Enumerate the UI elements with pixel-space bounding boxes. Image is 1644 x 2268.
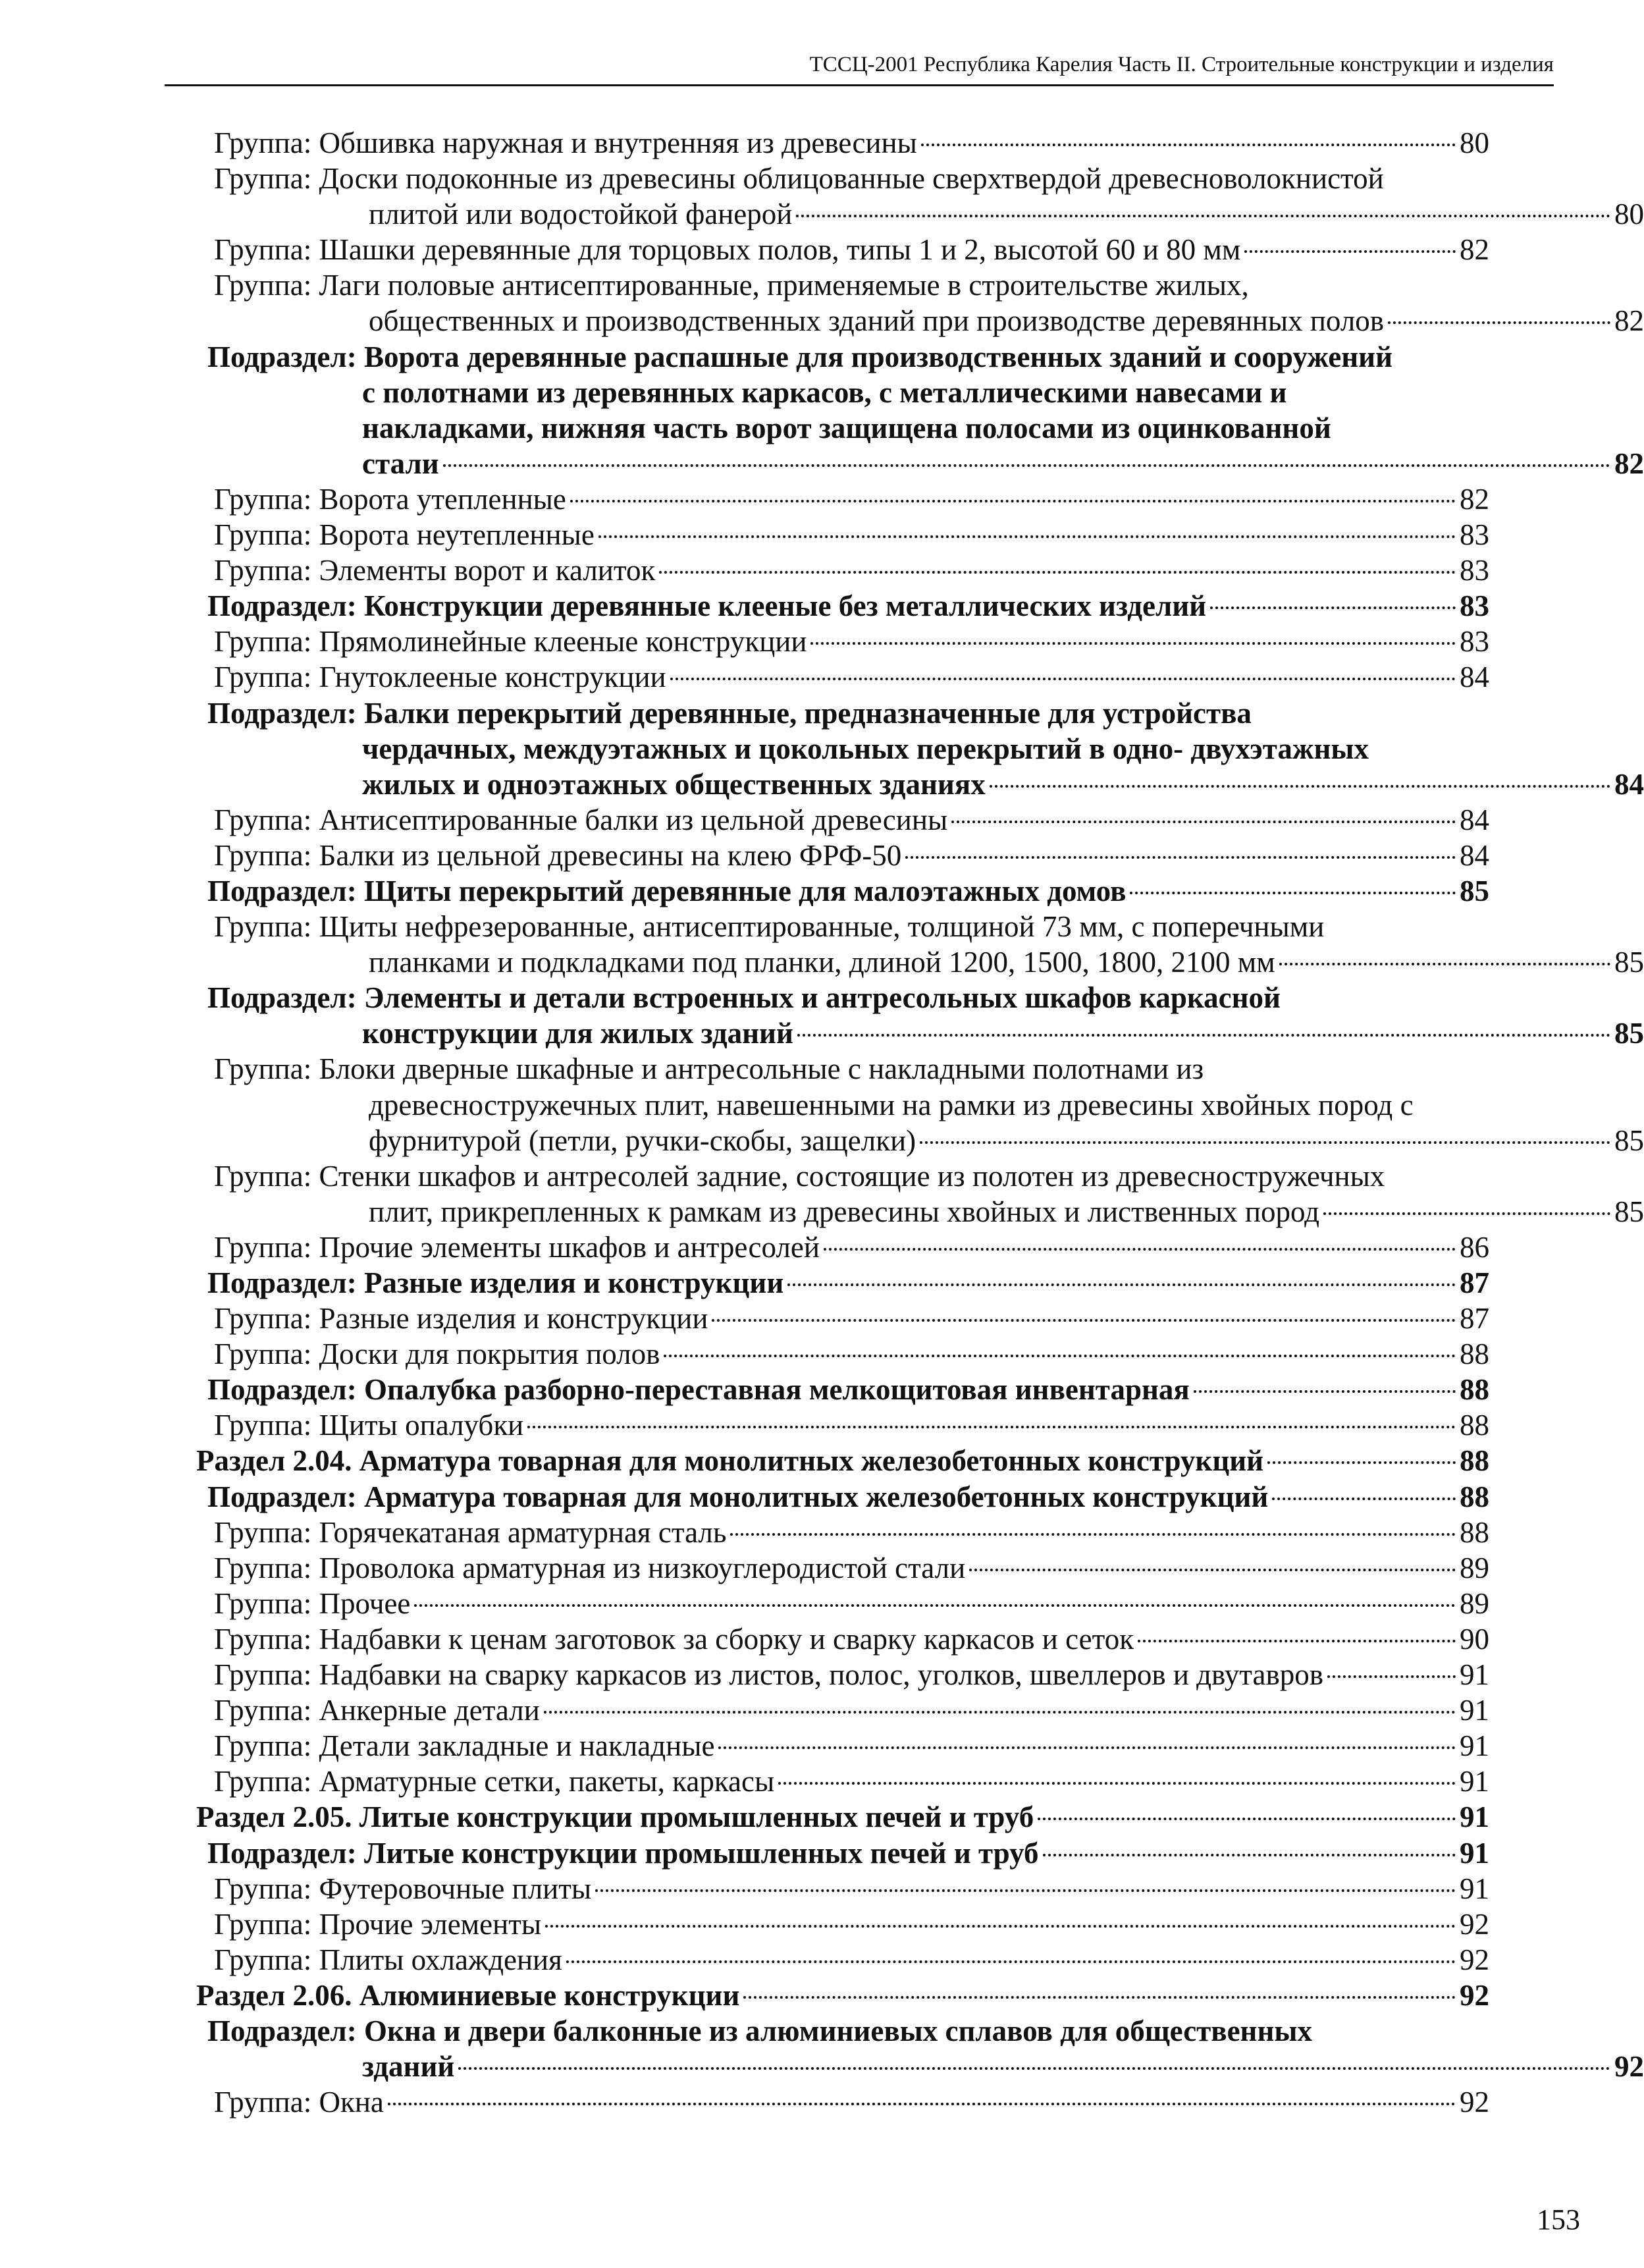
toc-entry-title: конструкции для жилых зданий (362, 1017, 793, 1050)
toc-group-entry (214, 1051, 1644, 1158)
toc-entry-title: Доски для покрытия полов (319, 1337, 660, 1371)
dot-leader (566, 1960, 1456, 1963)
dot-leader (595, 1889, 1456, 1892)
toc-entry-title: Окна и двери балконные из алюминиевых сплавов для общественных (364, 2014, 1313, 2047)
toc-group-entry (214, 1906, 1599, 1942)
dot-leader (570, 500, 1456, 502)
toc-entry-label: Группа: (214, 803, 319, 836)
toc-entry-label: Подраздел: (207, 981, 364, 1015)
toc-entry-label: Группа: (214, 1515, 319, 1549)
dot-leader (743, 1996, 1456, 1999)
toc-group-entry (214, 1515, 1599, 1550)
toc-entry-page: 91 (1460, 1765, 1489, 1798)
toc-section-entry (207, 980, 1644, 1051)
toc-entry-label: Группа: (214, 1658, 319, 1692)
page-number: 153 (1537, 2203, 1580, 2236)
toc-entry-title: Ворота неутепленные (319, 518, 595, 552)
toc-entry-title: Антисептированные балки из цельной древесины (319, 803, 948, 836)
toc-entry-title: Литые конструкции промышленных печей и труб (359, 1800, 1034, 1834)
toc-entry-title: Обшивка наружная и внутренняя из древесины (319, 126, 917, 159)
dot-leader (1388, 321, 1610, 324)
toc-entry-title: Ворота деревянные распашные для производственных зданий и сооружений (364, 340, 1393, 373)
toc-entry-page: 84 (1460, 803, 1489, 836)
toc-group-entry (214, 659, 1599, 695)
toc-entry-page: 83 (1460, 518, 1489, 552)
toc-entry-title: Балки из цельной древесины на клею ФРФ-50 (319, 838, 902, 872)
toc-entry-label: Группа: (214, 482, 319, 516)
toc-section-entry (207, 588, 1599, 624)
dot-leader (443, 464, 1610, 467)
toc-group-entry (214, 1336, 1599, 1372)
toc-entry-title: Арматурные сетки, пакеты, каркасы (319, 1765, 775, 1798)
toc-entry-label: Группа: (214, 1586, 319, 1620)
toc-group-entry (214, 517, 1599, 553)
dot-leader (414, 1604, 1456, 1607)
toc-entry-label: Группа: (214, 838, 319, 872)
toc-entry-title: Блоки дверные шкафные и антресольные с накладными полотнами из (319, 1052, 1204, 1086)
toc-entry-label: Группа: (214, 1694, 319, 1727)
toc-entry-label: Раздел 2.06. (196, 1978, 359, 2012)
toc-entry-label: Группа: (214, 1302, 319, 1336)
toc-group-entry (214, 267, 1644, 338)
toc-section-entry (196, 1978, 1599, 2013)
toc-section-entry (207, 339, 1644, 481)
toc-entry-page: 84 (1614, 767, 1644, 801)
toc-entry-page: 82 (1460, 233, 1489, 267)
toc-entry-page: 80 (1460, 126, 1489, 159)
toc-entry-title: Шашки деревянные для торцовых полов, типы 1 и 2, высотой 60 и 80 мм (319, 233, 1241, 267)
toc-entry-label: Группа: (214, 910, 319, 944)
toc-entry-page: 90 (1460, 1622, 1489, 1656)
toc-group-entry (214, 802, 1599, 838)
toc-entry-page: 91 (1460, 1694, 1489, 1727)
table-of-contents (0, 125, 1644, 2120)
toc-entry-title: Прочие элементы шкафов и антресолей (319, 1230, 820, 1264)
dot-leader (1267, 1461, 1456, 1464)
dot-leader (778, 1782, 1456, 1785)
toc-entry-title: Надбавки на сварку каркасов из листов, полос, уголков, швеллеров и двутавров (319, 1658, 1323, 1692)
toc-group-entry (214, 909, 1644, 980)
toc-entry-label: Группа: (214, 1409, 319, 1442)
toc-group-entry (214, 1871, 1599, 1906)
toc-entry-title: Арматура товарная для монолитных железобетонных конструкций (364, 1480, 1269, 1513)
toc-entry-label: Раздел 2.05. (196, 1800, 359, 1834)
toc-entry-label: Группа: (214, 269, 319, 302)
toc-group-entry (214, 1692, 1599, 1728)
dot-leader (1323, 1212, 1610, 1215)
toc-entry-title: зданий (362, 2050, 455, 2084)
dot-leader (920, 1141, 1610, 1144)
toc-entry-label: Подраздел: (207, 2014, 364, 2047)
toc-group-entry (214, 1657, 1599, 1692)
toc-entry-label: Группа: (214, 1872, 319, 1905)
dot-leader (598, 535, 1456, 538)
toc-entry-page: 88 (1460, 1515, 1489, 1549)
toc-entry-title: Детали закладные и накладные (319, 1729, 715, 1763)
toc-entry-page: 92 (1460, 1907, 1489, 1941)
toc-entry-title: стали (362, 446, 439, 480)
toc-entry-title: чердачных, междуэтажных и цокольных перекрытий в одно- двухэтажных (362, 732, 1369, 765)
toc-entry-page: 82 (1460, 482, 1489, 516)
toc-entry-label: Группа: (214, 554, 319, 587)
toc-entry-title: Прямолинейные клееные конструкции (319, 625, 807, 659)
toc-group-entry (214, 481, 1599, 517)
toc-entry-label: Подраздел: (207, 589, 364, 623)
toc-entry-page: 83 (1460, 625, 1489, 659)
toc-section-entry (207, 1479, 1599, 1515)
toc-group-entry (214, 1229, 1599, 1265)
toc-group-entry (214, 1764, 1599, 1799)
dot-leader (1043, 1854, 1456, 1856)
toc-entry-page: 88 (1460, 1444, 1489, 1478)
toc-section-entry (207, 695, 1644, 802)
toc-group-entry (214, 125, 1599, 161)
toc-entry-page: 92 (1460, 2086, 1489, 2119)
toc-entry-label: Группа: (214, 1551, 319, 1584)
toc-entry-label: Группа: (214, 126, 319, 159)
toc-group-entry (214, 1728, 1599, 1764)
toc-entry-page: 85 (1460, 874, 1489, 907)
toc-entry-page: 89 (1460, 1551, 1489, 1584)
toc-group-entry (214, 232, 1599, 267)
toc-entry-title: Конструкции деревянные клееные без металлических изделий (364, 589, 1207, 623)
toc-entry-label: Группа: (214, 2086, 319, 2119)
toc-entry-label: Подраздел: (207, 1373, 364, 1407)
toc-entry-page: 91 (1460, 1836, 1489, 1870)
toc-entry-page: 83 (1460, 589, 1489, 623)
toc-entry-title: Стенки шкафов и антресолей задние, состоящие из полотен из древесностружечных (319, 1159, 1385, 1193)
dot-leader (730, 1533, 1456, 1536)
toc-entry-title: Разные изделия и конструкции (319, 1302, 708, 1336)
toc-entry-label: Группа: (214, 661, 319, 694)
toc-section-entry (207, 2013, 1644, 2084)
toc-entry-label: Подраздел: (207, 340, 364, 373)
header-rule (165, 84, 1554, 86)
toc-entry-title: Прочие элементы (319, 1907, 542, 1941)
toc-entry-label: Группа: (214, 1230, 319, 1264)
dot-leader (824, 1248, 1456, 1251)
toc-entry-page: 92 (1460, 1943, 1489, 1976)
toc-entry-page: 88 (1460, 1480, 1489, 1513)
toc-group-entry (214, 1301, 1599, 1336)
toc-entry-label: Подраздел: (207, 874, 364, 907)
toc-entry-title: Проволока арматурная из низкоуглеродистой стали (319, 1551, 966, 1584)
toc-entry-page: 83 (1460, 554, 1489, 587)
dot-leader (1130, 892, 1456, 894)
toc-entry-page: 85 (1614, 1017, 1644, 1050)
toc-entry-title: Ворота утепленные (319, 482, 566, 516)
toc-group-entry (214, 161, 1644, 232)
toc-entry-title: Футеровочные плиты (319, 1872, 592, 1905)
toc-entry-page: 88 (1460, 1337, 1489, 1371)
toc-entry-page: 84 (1460, 661, 1489, 694)
toc-group-entry (214, 1942, 1599, 1978)
toc-group-entry (214, 838, 1599, 873)
toc-entry-page: 85 (1614, 1195, 1644, 1228)
toc-entry-title: Опалубка разборно-переставная мелкощитовая инвентарная (364, 1373, 1190, 1407)
toc-entry-page: 82 (1614, 446, 1644, 480)
toc-entry-page: 84 (1460, 838, 1489, 872)
dot-leader (718, 1746, 1456, 1749)
toc-entry-page: 85 (1614, 946, 1644, 979)
toc-entry-label: Группа: (214, 1943, 319, 1976)
toc-entry-label: Подраздел: (207, 696, 364, 730)
toc-entry-label: Группа: (214, 233, 319, 267)
toc-entry-page: 89 (1460, 1586, 1489, 1620)
toc-entry-label: Группа: (214, 1907, 319, 1941)
toc-entry-label: Группа: (214, 1337, 319, 1371)
dot-leader (810, 642, 1456, 645)
toc-entry-title: Доски подоконные из древесины облицованные сверхтвердой древесноволокнистой (319, 162, 1384, 196)
toc-entry-title: Лаги половые антисептированные, применяемые в строительстве жилых, (319, 269, 1249, 302)
dot-leader (1194, 1390, 1456, 1393)
toc-section-entry (196, 1799, 1599, 1835)
toc-entry-label: Группа: (214, 518, 319, 552)
toc-entry-title: Литые конструкции промышленных печей и труб (364, 1836, 1039, 1870)
dot-leader (905, 856, 1456, 859)
toc-entry-title: плит, прикрепленных к рамкам из древесины хвойных и лиственных пород (369, 1195, 1320, 1228)
toc-entry-page: 80 (1614, 198, 1644, 231)
dot-leader (787, 1283, 1456, 1286)
toc-entry-label: Группа: (214, 1052, 319, 1086)
toc-entry-title: древесностружечных плит, навешенными на рамки из древесины хвойных пород с (369, 1088, 1414, 1121)
toc-entry-title: Щиты опалубки (319, 1409, 524, 1442)
toc-entry-title: Прочее (319, 1586, 411, 1620)
toc-entry-page: 87 (1460, 1302, 1489, 1336)
toc-entry-title: Гнутоклееные конструкции (319, 661, 666, 694)
toc-entry-page: 91 (1460, 1800, 1489, 1834)
dot-leader (1279, 963, 1610, 965)
toc-entry-label: Подраздел: (207, 1836, 364, 1870)
toc-entry-label: Группа: (214, 1159, 319, 1193)
toc-entry-title: Алюминиевые конструкции (359, 1978, 740, 2012)
toc-entry-title: Плиты охлаждения (319, 1943, 562, 1976)
toc-entry-title: Надбавки к ценам заготовок за сборку и сварку каркасов и сеток (319, 1622, 1134, 1656)
toc-group-entry (214, 2084, 1599, 2120)
toc-entry-title: Щиты нефрезерованные, антисептированные, толщиной 73 мм, с поперечными (319, 910, 1325, 944)
toc-entry-page: 88 (1460, 1373, 1489, 1407)
dot-leader (796, 215, 1610, 217)
dot-leader (1138, 1640, 1456, 1642)
page-header: ТССЦ-2001 Республика Карелия Часть II. Строительные конструкции и изделия (809, 53, 1554, 76)
toc-entry-title: Разные изделия и конструкции (364, 1266, 784, 1299)
toc-entry-page: 91 (1460, 1872, 1489, 1905)
dot-leader (1038, 1818, 1456, 1820)
toc-section-entry (207, 1835, 1599, 1871)
dot-leader (1327, 1675, 1456, 1678)
toc-entry-label: Подраздел: (207, 1480, 364, 1513)
toc-group-entry (214, 1586, 1599, 1621)
toc-group-entry (214, 1407, 1599, 1443)
toc-entry-label: Группа: (214, 162, 319, 196)
toc-entry-title: Щиты перекрытий деревянные для малоэтажных домов (364, 874, 1127, 907)
dot-leader (544, 1711, 1456, 1714)
toc-entry-title: накладками, нижняя часть ворот защищена полосами из оцинкованной (362, 411, 1331, 445)
dot-leader (545, 1925, 1456, 1928)
toc-group-entry (214, 1621, 1599, 1657)
toc-entry-title: жилых и одноэтажных общественных зданиях (362, 767, 986, 801)
toc-entry-title: плитой или водостойкой фанерой (369, 198, 793, 231)
dot-leader (797, 1034, 1610, 1037)
toc-entry-label: Раздел 2.04. (196, 1444, 359, 1478)
toc-entry-title: общественных и производственных зданий при производстве деревянных полов (369, 304, 1385, 338)
dot-leader (712, 1319, 1456, 1322)
toc-entry-page: 82 (1614, 304, 1644, 338)
dot-leader (921, 144, 1456, 146)
toc-entry-label: Группа: (214, 1729, 319, 1763)
toc-entry-page: 91 (1460, 1729, 1489, 1763)
toc-entry-page: 92 (1460, 1978, 1489, 2012)
dot-leader (1210, 607, 1456, 609)
dot-leader (527, 1426, 1456, 1428)
toc-entry-label: Подраздел: (207, 1266, 364, 1299)
toc-entry-page: 92 (1614, 2050, 1644, 2084)
toc-entry-label: Группа: (214, 1622, 319, 1656)
toc-group-entry (214, 553, 1599, 588)
toc-entry-title: Элементы и детали встроенных и антресольных шкафов каркасной (364, 981, 1281, 1015)
toc-entry-title: Горячекатаная арматурная сталь (319, 1515, 727, 1549)
toc-group-entry (214, 1158, 1644, 1229)
toc-entry-title: с полотнами из деревянных каркасов, с металлическими навесами и (362, 375, 1287, 409)
toc-section-entry (196, 1443, 1599, 1478)
toc-section-entry (207, 873, 1599, 909)
toc-entry-page: 85 (1614, 1123, 1644, 1157)
dot-leader (458, 2067, 1610, 2070)
toc-section-entry (207, 1372, 1599, 1407)
toc-entry-title: Арматура товарная для монолитных железобетонных конструкций (359, 1444, 1264, 1478)
toc-group-entry (214, 1550, 1599, 1586)
dot-leader (1272, 1498, 1456, 1500)
dot-leader (670, 678, 1456, 680)
toc-entry-page: 88 (1460, 1409, 1489, 1442)
toc-entry-title: фурнитурой (петли, ручки-скобы, защелки) (369, 1123, 916, 1157)
toc-group-entry (214, 624, 1599, 659)
dot-leader (388, 2103, 1456, 2105)
dot-leader (1244, 250, 1456, 253)
dot-leader (990, 785, 1610, 788)
toc-entry-title: Элементы ворот и калиток (319, 554, 656, 587)
toc-entry-page: 86 (1460, 1230, 1489, 1264)
dot-leader (969, 1569, 1456, 1571)
toc-entry-page: 87 (1460, 1266, 1489, 1299)
toc-entry-label: Группа: (214, 1765, 319, 1798)
toc-entry-title: Анкерные детали (319, 1694, 540, 1727)
toc-entry-page: 91 (1460, 1658, 1489, 1692)
toc-entry-title: планками и подкладками под планки, длиной 1200, 1500, 1800, 2100 мм (369, 946, 1275, 979)
dot-leader (951, 821, 1456, 823)
dot-leader (659, 571, 1456, 574)
toc-section-entry (207, 1265, 1599, 1301)
toc-entry-label: Группа: (214, 625, 319, 659)
toc-entry-title: Окна (319, 2086, 384, 2119)
toc-entry-title: Балки перекрытий деревянные, предназначенные для устройства (364, 696, 1252, 730)
dot-leader (664, 1355, 1456, 1357)
